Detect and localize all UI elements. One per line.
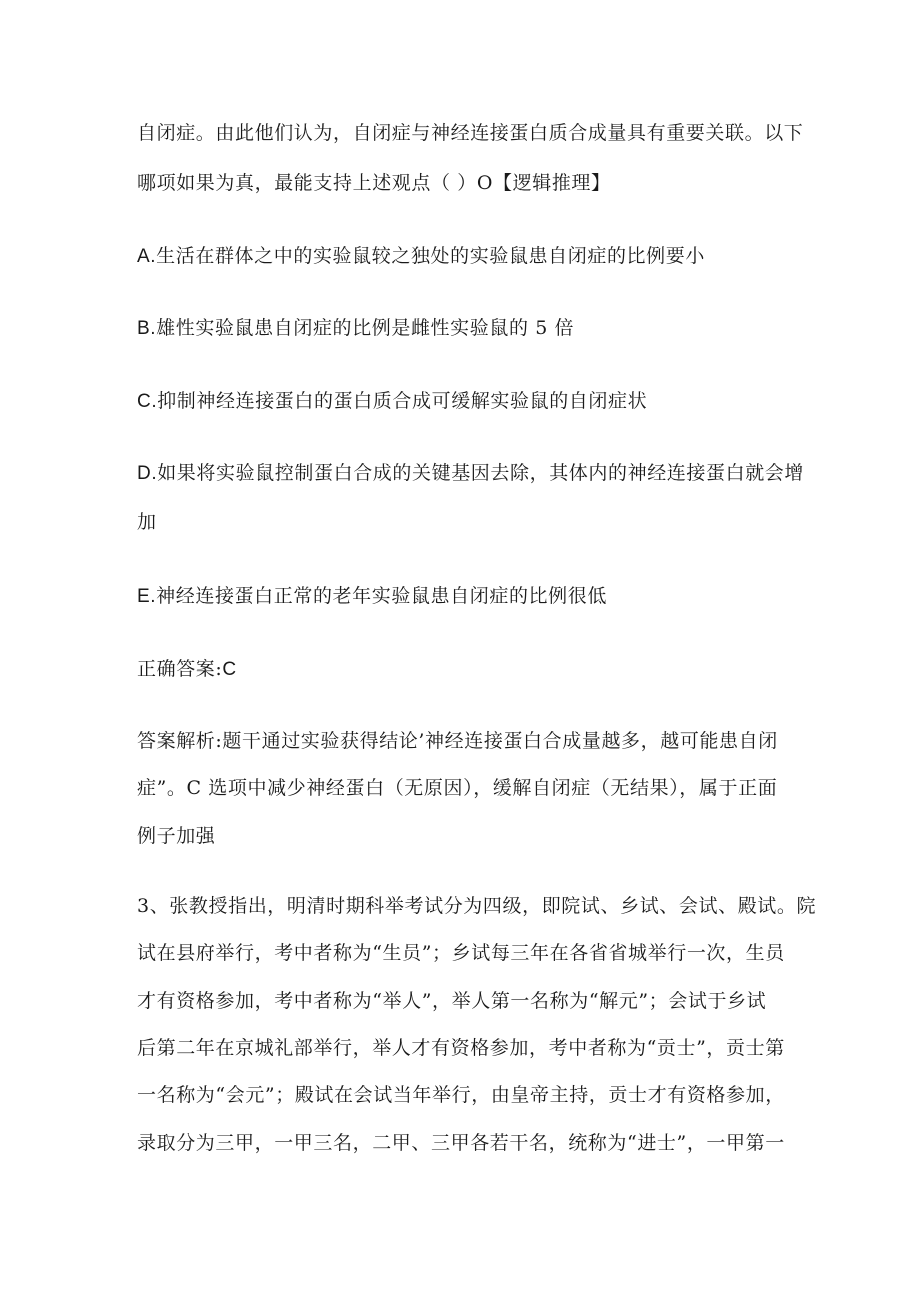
- question-stem-line-2: 哪项如果为真，最能支持上述观点（ ）O【逻辑推理】: [137, 172, 611, 194]
- option-text: 抑制神经连接蛋白的蛋白质合成可缓解实验鼠的自闭症状: [157, 390, 648, 412]
- question3-line-5: 一名称为“会元”；殿试在会试当年举行，由皇帝主持，贡士才有资格参加，: [137, 1084, 785, 1106]
- correct-answer: [137, 657, 787, 682]
- analysis-line-3: 例子加强: [137, 825, 216, 847]
- analysis-line-1: 答案解析:题干通过实验获得结论’神经连接蛋白合成量越多，越可能患自闭: [137, 730, 778, 752]
- option-text: 生活在群体之中的实验鼠较之独处的实验鼠患自闭症的比例要小: [156, 245, 705, 267]
- answer-label: 正确答案:: [137, 658, 223, 680]
- question3-line-2: 试在县府举行，考中者称为“生员”；乡试每三年在各省省城举行一次，生员: [137, 942, 785, 964]
- option-key: A.: [137, 246, 157, 267]
- option-key: E.: [137, 586, 157, 607]
- question3-line-3: 才有资格参加，考中者称为“举人”，举人第一名称为“解元”；会试于乡试: [137, 990, 767, 1012]
- analysis-line-2: 症”。C 选项中减少神经蛋白（无原因），缓解自闭症（无结果），属于正面: [137, 777, 778, 799]
- option-text: 神经连接蛋白正常的老年实验鼠患自闭症的比例很低: [156, 585, 607, 607]
- question3-line-4: 后第二年在京城礼部举行，举人才有资格参加，考中者称为“贡士”，贡士第: [137, 1037, 785, 1059]
- question3-line-1: 3、张教授指出，明清时期科举考试分为四级，即院试、乡试、会试、殿试。院: [137, 895, 817, 917]
- option-text: 雄性实验鼠患自闭症的比例是雌性实验鼠的 5 倍: [156, 317, 575, 339]
- option-key: D.: [137, 463, 158, 484]
- option-d-continuation: [137, 510, 787, 534]
- option-a: [137, 244, 787, 269]
- option-e: [137, 584, 787, 609]
- answer-value: C: [222, 659, 237, 680]
- question3-line-6: 录取分为三甲，一甲三名，二甲、三甲各若干名，统称为“进士”，一甲第一: [137, 1132, 785, 1154]
- option-key: C.: [137, 391, 158, 412]
- option-text: 加: [137, 511, 157, 533]
- option-text: 如果将实验鼠控制蛋白合成的关键基因去除，其体内的神经连接蛋白就会增: [157, 462, 805, 484]
- option-d: [137, 461, 805, 486]
- question-stem-line-1: 自闭症。由此他们认为，自闭症与神经连接蛋白质合成量具有重要关联。以下: [137, 122, 804, 144]
- option-c: [137, 389, 787, 414]
- option-b: [137, 316, 787, 341]
- option-key: B.: [137, 318, 157, 339]
